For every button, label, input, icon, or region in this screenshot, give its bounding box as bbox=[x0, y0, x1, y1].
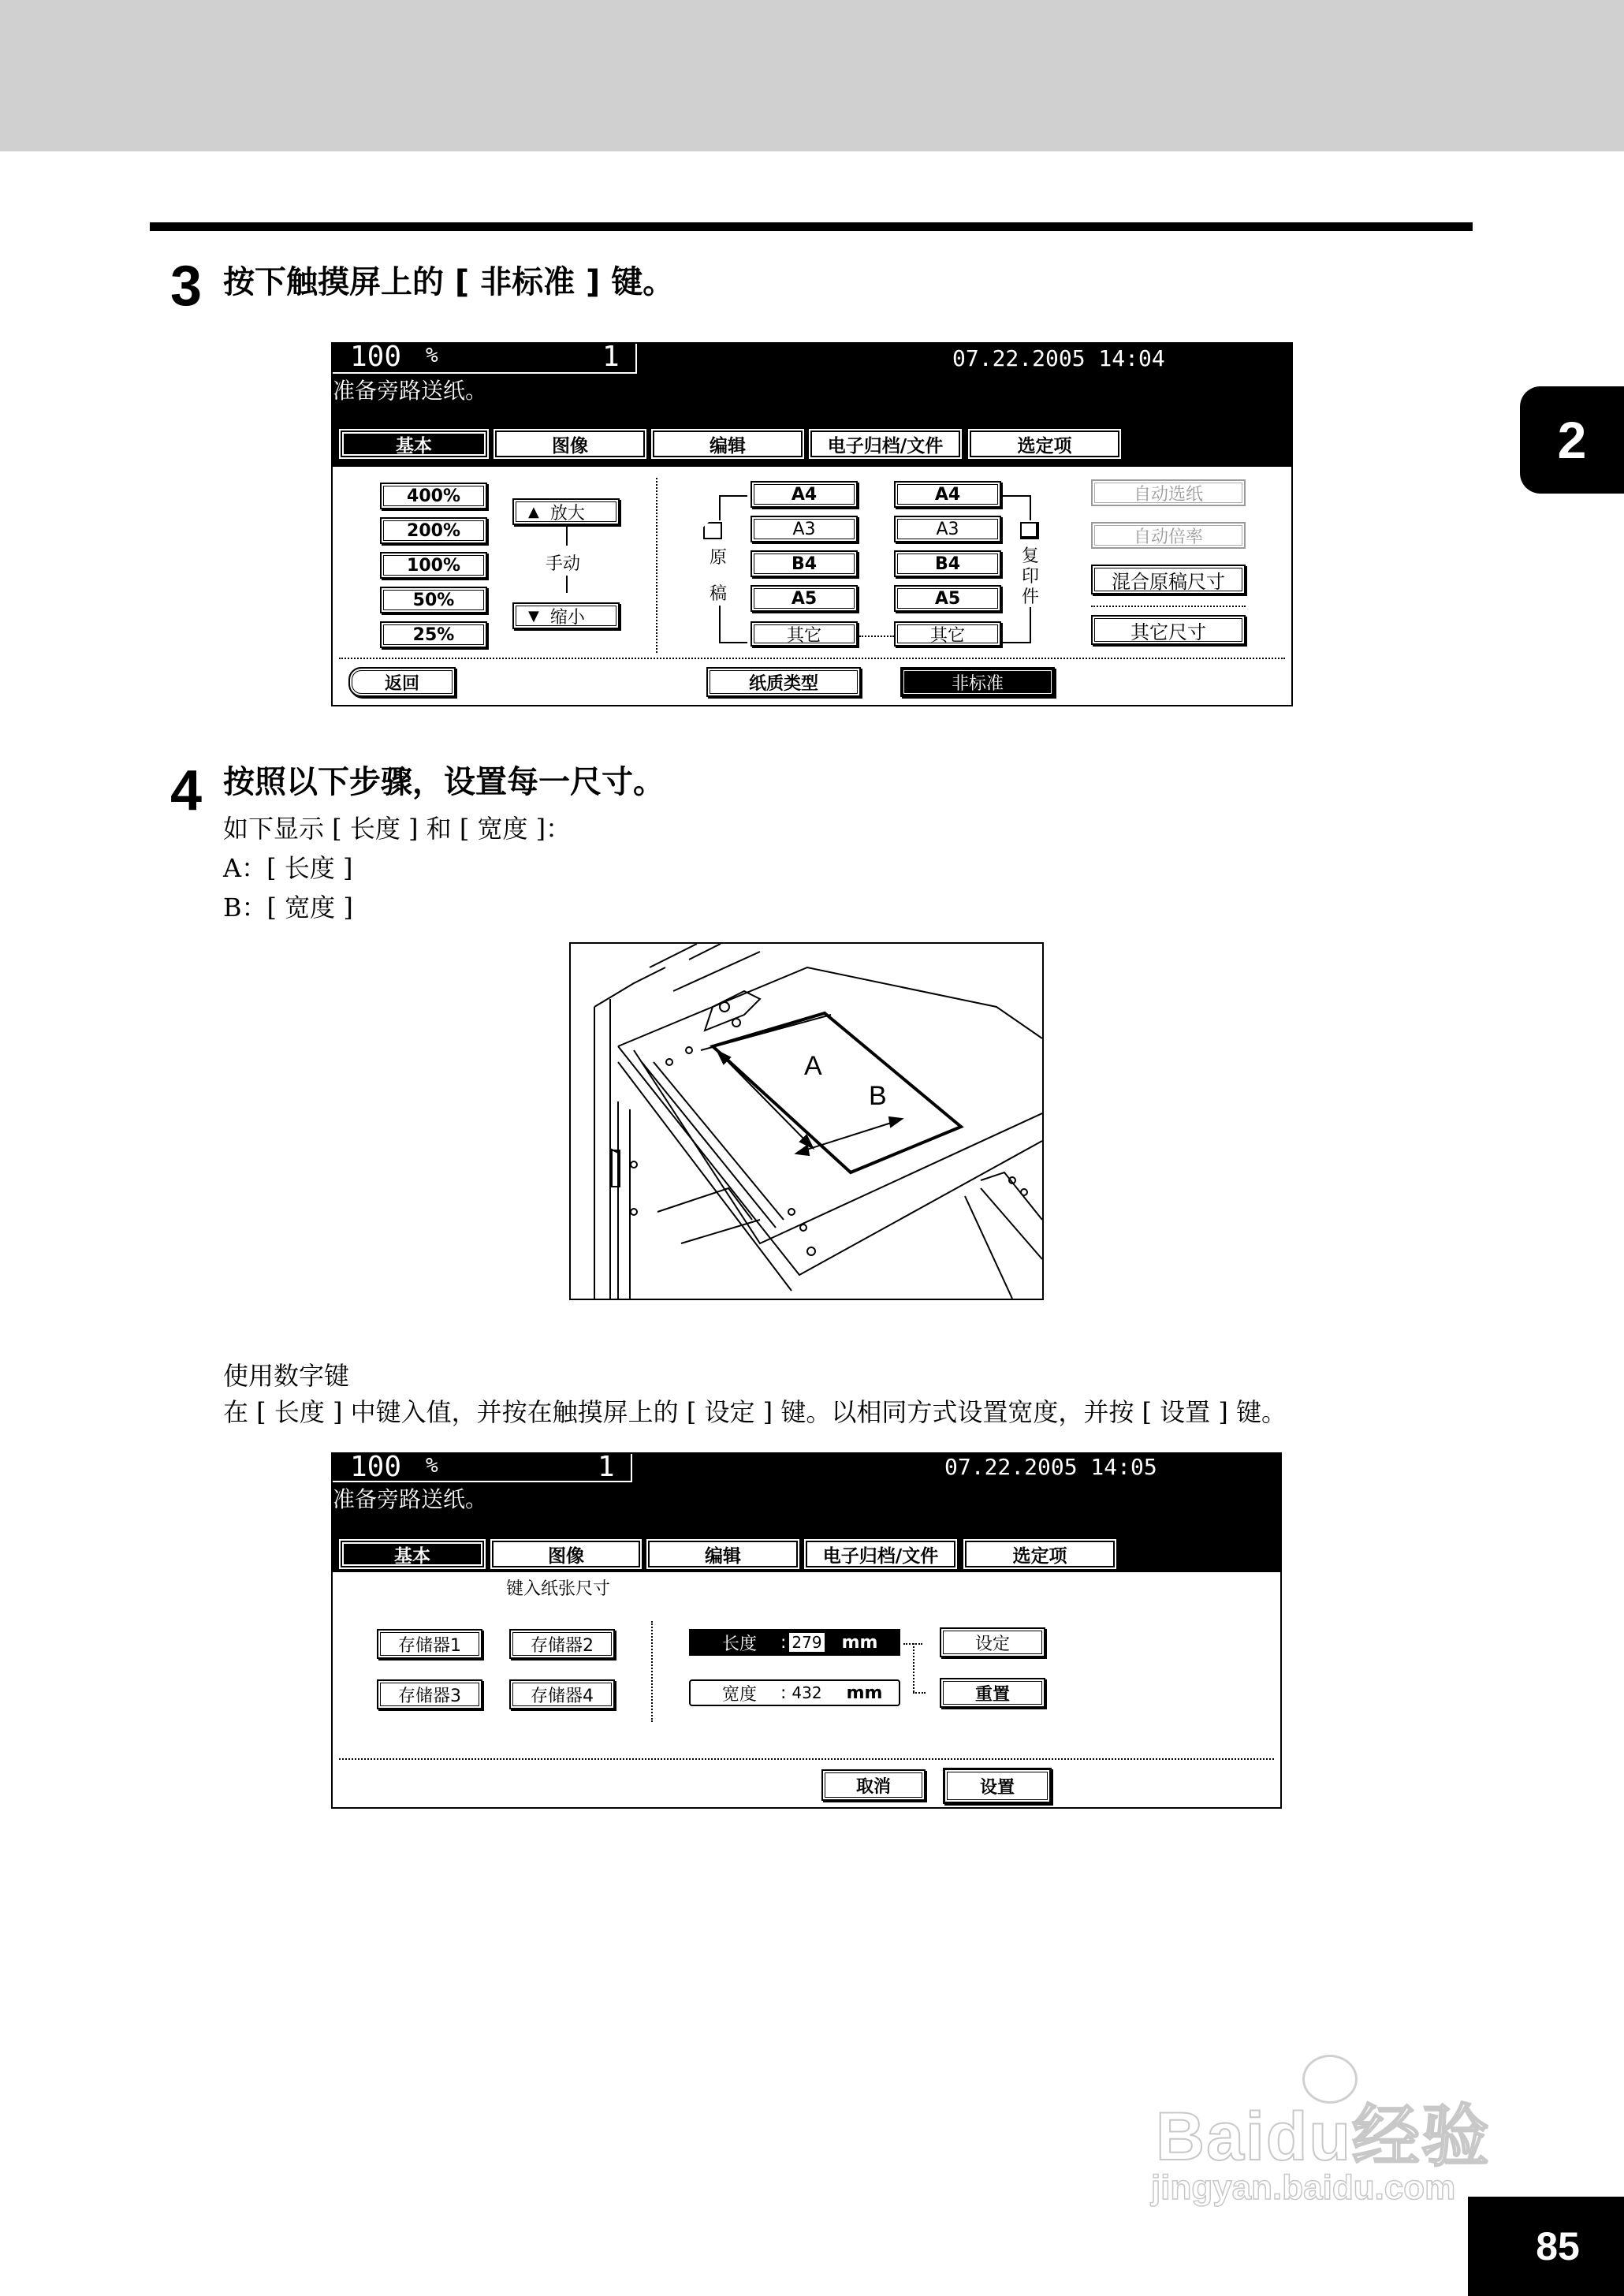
copy-label-2: 印 bbox=[1022, 567, 1040, 587]
other-size-button[interactable]: 其它尺寸 bbox=[1091, 615, 1246, 645]
divider-dotted-2 bbox=[651, 1621, 653, 1722]
paw-icon bbox=[1302, 2055, 1358, 2104]
copy-label-3: 件 bbox=[1022, 587, 1040, 607]
tab-edit-2[interactable]: 编辑 bbox=[648, 1541, 798, 1567]
zoom-connector-bottom bbox=[566, 576, 568, 593]
original-label-1: 原 bbox=[710, 548, 728, 568]
memory-4-button[interactable]: 存储器4 bbox=[509, 1679, 615, 1709]
orig-bracket-line2 bbox=[719, 606, 721, 642]
status-message-2: 准备旁路送纸。 bbox=[333, 1486, 488, 1512]
zoom-400-button[interactable]: 400% bbox=[380, 483, 487, 509]
length-label: 长度 bbox=[722, 1634, 758, 1654]
manual-label: 手动 bbox=[546, 554, 581, 574]
copy-a5-button[interactable]: A5 bbox=[894, 585, 1001, 612]
copies-value-2: 1 bbox=[598, 1452, 615, 1483]
field-connector-v bbox=[913, 1643, 914, 1692]
watermark-url: jingyan.baidu.com bbox=[1151, 2168, 1456, 2207]
zoom-200-button[interactable]: 200% bbox=[380, 517, 487, 544]
reset-button[interactable]: 重置 bbox=[940, 1678, 1045, 1708]
length-field[interactable] bbox=[689, 1629, 900, 1656]
watermark-brand: Baidu经验 bbox=[1156, 2099, 1491, 2175]
top-band bbox=[0, 0, 1624, 151]
copy-bracket-line1 bbox=[1030, 495, 1031, 520]
keypad-text: 在 [ 长度 ] 中键入值，并按在触摸屏上的 [ 设定 ] 键。以相同方式设置宽度，并按 [ 设置 ] 键。 bbox=[223, 1397, 1287, 1427]
touch-screen-2 bbox=[331, 1452, 1282, 1809]
tab-image-2[interactable]: 图像 bbox=[492, 1541, 640, 1567]
keypad-heading: 使用数字键 bbox=[223, 1361, 350, 1391]
zoom-50-button[interactable]: 50% bbox=[380, 587, 487, 613]
tab-edit[interactable]: 编辑 bbox=[653, 430, 803, 457]
memory-2-button[interactable]: 存储器2 bbox=[509, 1629, 615, 1659]
zoom-up-button[interactable] bbox=[512, 498, 620, 525]
ok-set-button[interactable]: 设置 bbox=[943, 1768, 1052, 1804]
tab-options-2[interactable]: 选定项 bbox=[965, 1541, 1115, 1567]
tab-e-filing[interactable]: 电子归档/文件 bbox=[810, 430, 960, 457]
triangle-up-icon: ▲ bbox=[528, 503, 539, 520]
step3-number: 3 bbox=[170, 255, 203, 318]
orig-bracket-line1 bbox=[719, 495, 721, 520]
orig-a3-button[interactable]: A3 bbox=[751, 516, 858, 542]
copy-bracket-bottom bbox=[1003, 642, 1031, 643]
orig-bracket-top bbox=[719, 495, 747, 497]
dimension-a-label: A bbox=[804, 1051, 822, 1081]
non-standard-button[interactable]: 非标准 bbox=[900, 667, 1055, 697]
prompt-label: 键入纸张尺寸 bbox=[506, 1579, 611, 1599]
tab-basic[interactable]: 基本 bbox=[341, 430, 487, 457]
step4-line1: 如下显示 [ 长度 ] 和 [ 宽度 ]： bbox=[223, 814, 572, 844]
width-value: 432 bbox=[792, 1683, 822, 1702]
width-unit: mm bbox=[846, 1683, 883, 1703]
field-connector-2 bbox=[913, 1692, 926, 1694]
copies-value: 1 bbox=[602, 342, 620, 373]
orig-b4-button[interactable]: B4 bbox=[751, 550, 858, 577]
copy-other-button[interactable]: 其它 bbox=[894, 621, 1001, 647]
zoom-down-label: 缩小 bbox=[549, 607, 585, 628]
set-length-button[interactable]: 设定 bbox=[940, 1627, 1045, 1657]
zoom-down-button[interactable] bbox=[512, 602, 620, 629]
step4-line3: B：[ 宽度 ] bbox=[223, 893, 353, 922]
copier-drawing bbox=[571, 944, 1042, 1299]
zoom-25-button[interactable]: 25% bbox=[380, 621, 487, 648]
colon-1: : bbox=[780, 1632, 787, 1653]
tab-basic-2[interactable]: 基本 bbox=[341, 1541, 484, 1567]
zoom-up-label: 放大 bbox=[549, 503, 585, 524]
zoom-connector-top bbox=[566, 527, 568, 546]
percent-sign-2: % bbox=[426, 1454, 438, 1478]
step4-number: 4 bbox=[170, 759, 203, 822]
tab-image[interactable]: 图像 bbox=[495, 430, 645, 457]
chapter-tab: 2 bbox=[1520, 386, 1624, 494]
touch-screen-1 bbox=[331, 342, 1293, 706]
original-label-2: 稿 bbox=[710, 584, 728, 604]
auto-paper-button[interactable]: 自动选纸 bbox=[1091, 479, 1246, 506]
cancel-button[interactable]: 取消 bbox=[821, 1769, 926, 1801]
tab-e-filing-2[interactable]: 电子归档/文件 bbox=[806, 1541, 955, 1567]
back-button[interactable]: 返回 bbox=[348, 667, 456, 697]
copy-bracket-line2 bbox=[1030, 607, 1031, 642]
copy-a3-button[interactable]: A3 bbox=[894, 516, 1001, 542]
status-area-2 bbox=[333, 1454, 1280, 1572]
orig-other-button[interactable]: 其它 bbox=[751, 621, 858, 647]
status-message: 准备旁路送纸。 bbox=[333, 378, 488, 404]
section-rule bbox=[150, 222, 1473, 231]
copy-label-1: 复 bbox=[1022, 546, 1040, 566]
orig-bracket-bottom bbox=[719, 642, 747, 643]
paper-type-button[interactable]: 纸质类型 bbox=[706, 667, 861, 697]
auto-ratio-button[interactable]: 自动倍率 bbox=[1091, 522, 1246, 549]
copy-a4-button[interactable]: A4 bbox=[894, 481, 1001, 508]
page-number: 85 bbox=[1468, 2197, 1624, 2296]
original-icon bbox=[703, 522, 722, 539]
status-area bbox=[333, 344, 1291, 467]
colon-2: : bbox=[780, 1683, 787, 1703]
orig-a4-button[interactable]: A4 bbox=[751, 481, 858, 508]
triangle-down-icon: ▼ bbox=[528, 607, 539, 624]
divider-dotted bbox=[656, 478, 657, 653]
dimension-b-label: B bbox=[869, 1081, 887, 1111]
memory-1-button[interactable]: 存储器1 bbox=[377, 1629, 482, 1659]
zoom-100-button[interactable]: 100% bbox=[380, 552, 487, 579]
right-divider bbox=[1091, 606, 1246, 607]
tab-options[interactable]: 选定项 bbox=[970, 430, 1119, 457]
copy-bracket-top bbox=[1003, 495, 1031, 497]
mixed-original-button[interactable]: 混合原稿尺寸 bbox=[1091, 565, 1246, 594]
copy-b4-button[interactable]: B4 bbox=[894, 550, 1001, 577]
step4-title: 按照以下步骤，设置每一尺寸。 bbox=[223, 764, 665, 800]
bottom-divider bbox=[339, 658, 1285, 659]
datetime: 07.22.2005 14:04 bbox=[952, 345, 1165, 371]
step4-line2: A：[ 长度 ] bbox=[223, 853, 353, 883]
zoom-value: 100 bbox=[350, 342, 402, 373]
percent-sign: % bbox=[426, 344, 438, 367]
length-unit: mm bbox=[841, 1632, 878, 1653]
zoom-value-2: 100 bbox=[350, 1452, 402, 1483]
copy-icon bbox=[1020, 522, 1039, 539]
orig-copy-dotted bbox=[859, 636, 894, 637]
copier-illustration bbox=[569, 942, 1044, 1300]
step3-title: 按下触摸屏上的 [ 非标准 ] 键。 bbox=[223, 264, 675, 300]
datetime-2: 07.22.2005 14:05 bbox=[944, 1454, 1157, 1480]
memory-3-button[interactable]: 存储器3 bbox=[377, 1679, 482, 1709]
length-value: 279 bbox=[789, 1633, 824, 1652]
bottom-divider-2 bbox=[339, 1758, 1274, 1760]
width-label: 宽度 bbox=[722, 1684, 758, 1705]
orig-a5-button[interactable]: A5 bbox=[751, 585, 858, 612]
width-field[interactable] bbox=[689, 1679, 900, 1706]
